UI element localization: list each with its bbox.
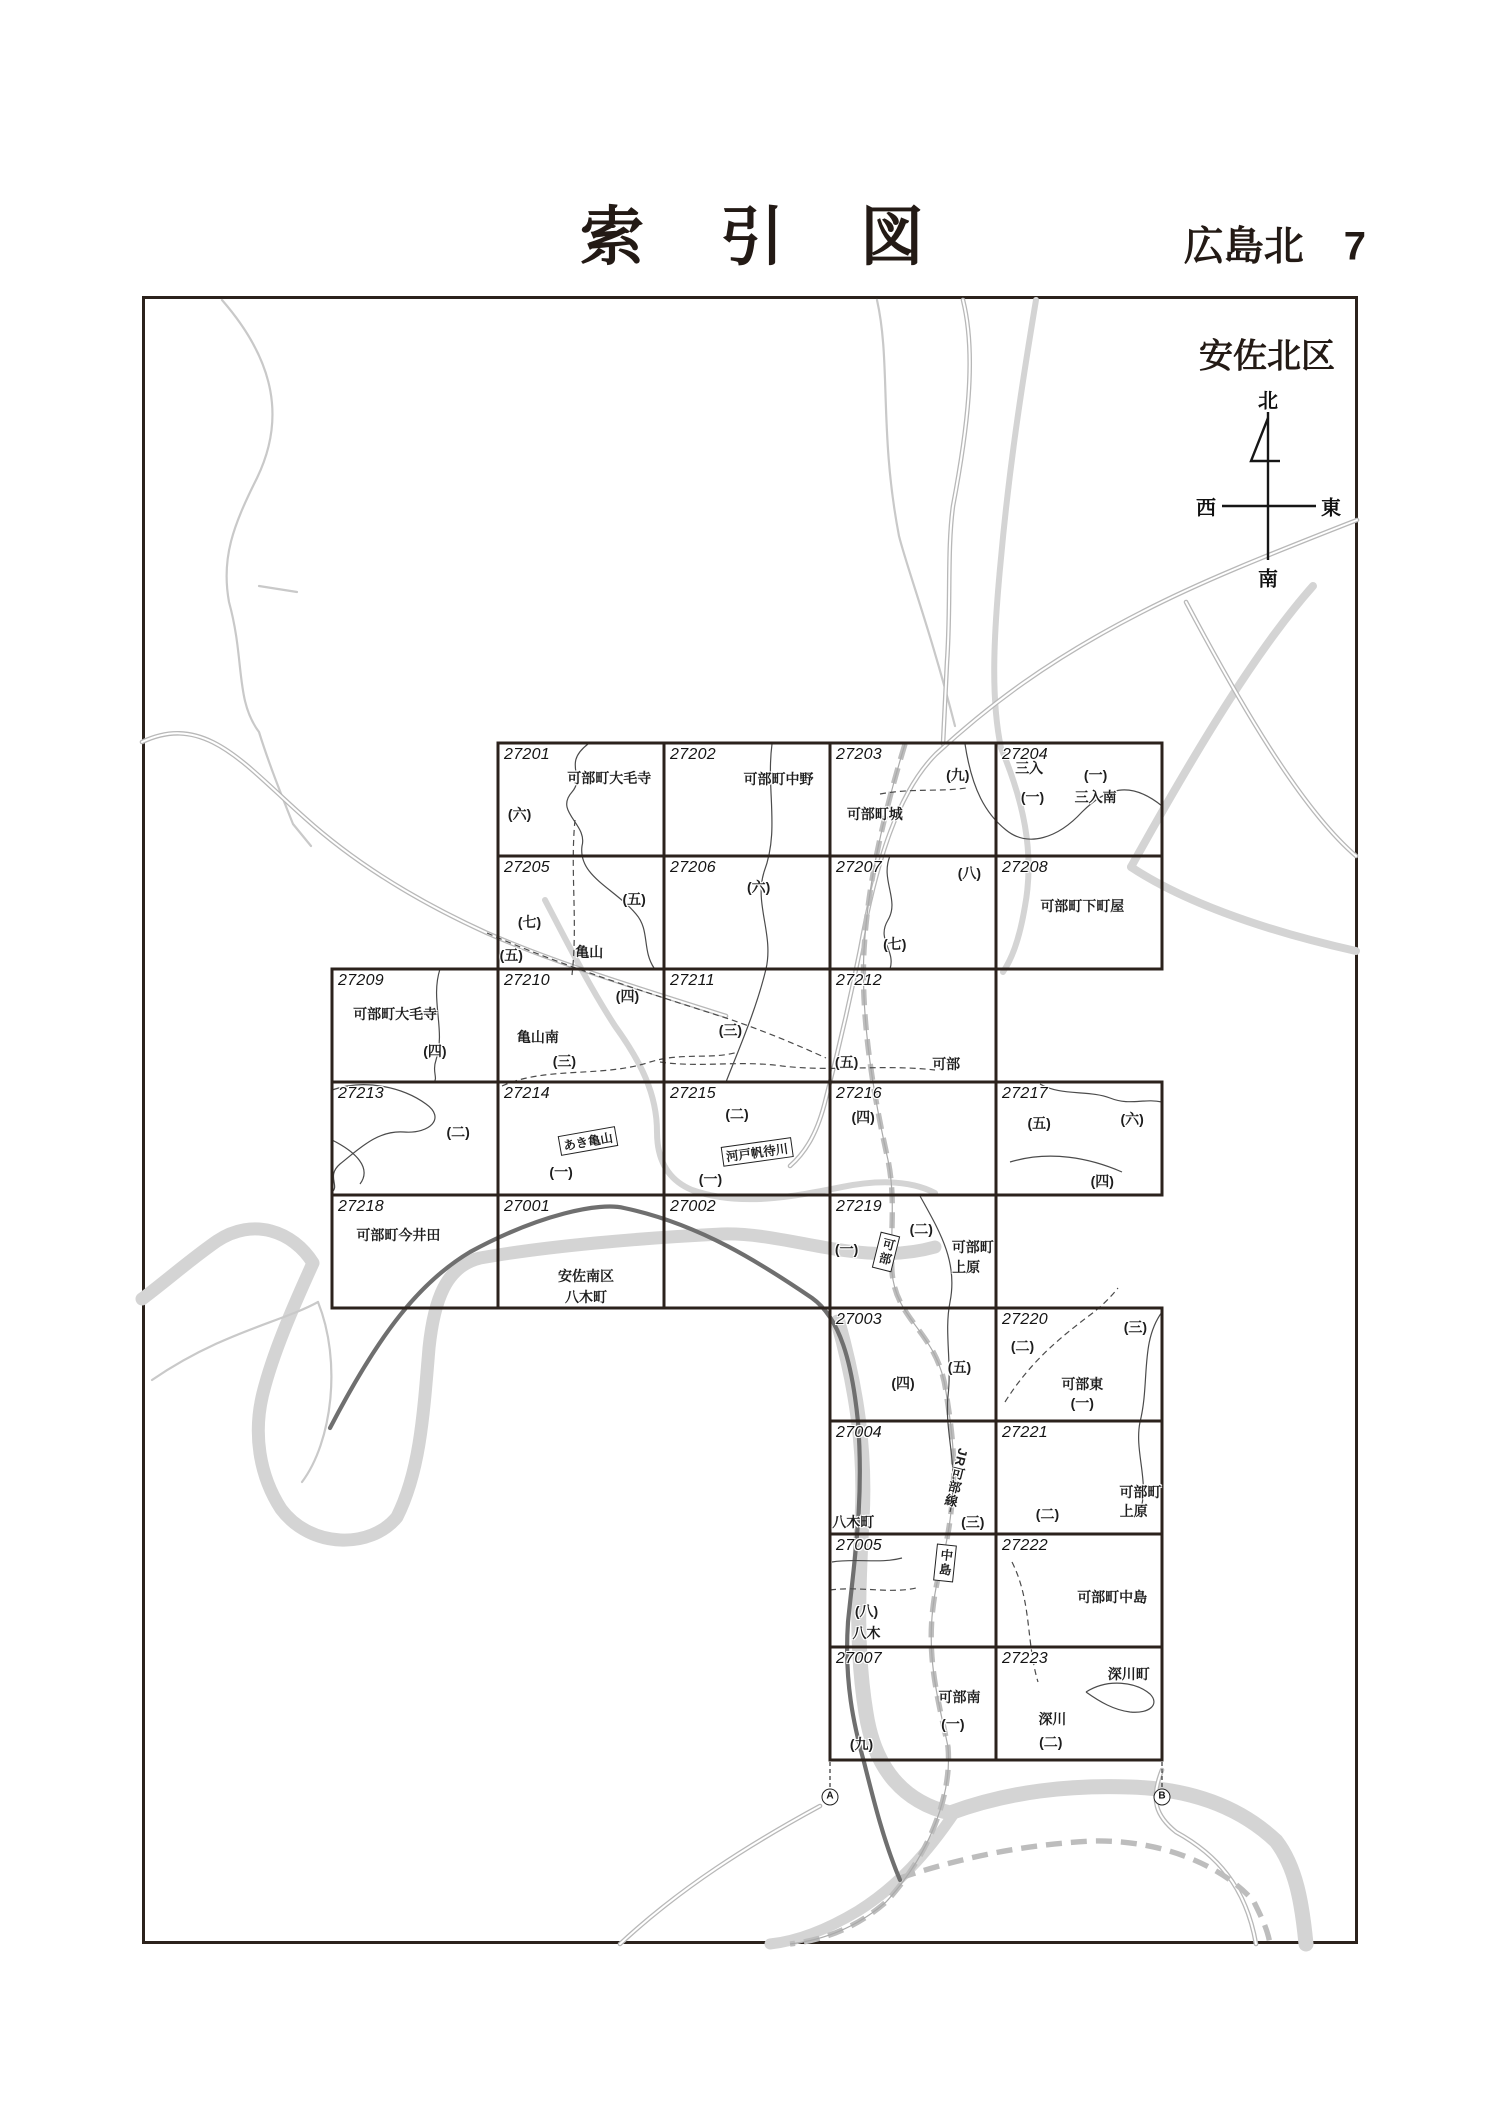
map-cell-27207[interactable] <box>830 856 996 969</box>
map-cell-27001[interactable] <box>498 1195 664 1308</box>
cell-number: 27204 <box>1002 746 1048 763</box>
cell-label: 可部町中島 <box>1077 1589 1148 1606</box>
cell-number: 27002 <box>670 1198 716 1215</box>
cell-label: (四) <box>851 1109 875 1126</box>
cell-number: 27003 <box>836 1311 882 1328</box>
cell-number: 27211 <box>670 972 715 989</box>
cell-label: (五) <box>947 1358 972 1375</box>
cell-label: 可部町下町屋 <box>1040 897 1125 914</box>
cell-label: (六) <box>507 806 532 823</box>
map-cell-27205[interactable] <box>498 856 664 969</box>
cell-label: (九) <box>849 1736 874 1753</box>
cell-number: 27217 <box>1002 1085 1048 1102</box>
map-cell-27221[interactable] <box>996 1421 1162 1534</box>
map-cell-27222[interactable] <box>996 1534 1162 1647</box>
cell-label: 八木町 <box>564 1288 607 1305</box>
map-cell-27212[interactable] <box>830 969 996 1082</box>
map-cell-27215[interactable] <box>664 1082 830 1195</box>
cell-label: 上原 <box>952 1259 981 1276</box>
cell-label: (三) <box>718 1022 743 1039</box>
map-cell-27217[interactable] <box>996 1082 1162 1195</box>
cell-label: 安佐南区 <box>557 1268 614 1285</box>
cell-number: 27219 <box>836 1198 882 1215</box>
map-cell-27213[interactable] <box>332 1082 498 1195</box>
map-cell-27203[interactable] <box>830 743 996 856</box>
map-cell-27003[interactable] <box>830 1308 996 1421</box>
map-cell-27211[interactable] <box>664 969 830 1082</box>
map-cell-27005[interactable] <box>830 1534 996 1647</box>
cell-label: (四) <box>423 1043 447 1060</box>
station-label: 河戸帆待川 <box>721 1137 794 1167</box>
cell-number: 27001 <box>504 1198 550 1215</box>
station-label: JR可部線 <box>941 1446 971 1509</box>
cell-label: (七) <box>517 913 542 930</box>
page-title: 索 引 図 <box>580 201 930 273</box>
cell-label: 深川町 <box>1107 1666 1150 1683</box>
map-cell-27206[interactable] <box>664 856 830 969</box>
compass-north-label: 北 <box>1258 390 1278 413</box>
cell-label: (八) <box>854 1602 879 1619</box>
cell-label: 深川 <box>1038 1711 1067 1728</box>
edge-marker-a: A <box>822 1789 839 1806</box>
cell-number: 27212 <box>836 972 882 989</box>
map-cell-27210[interactable] <box>498 969 664 1082</box>
cell-label: (二) <box>1039 1733 1063 1750</box>
cell-number: 27207 <box>836 859 882 876</box>
cell-number: 27213 <box>338 1085 384 1102</box>
map-cell-27202[interactable] <box>664 743 830 856</box>
cell-label: 可部町大毛寺 <box>353 1006 438 1023</box>
cell-label: 亀山 <box>575 944 604 961</box>
cell-label: 可部町中野 <box>743 771 814 788</box>
cell-number: 27201 <box>504 746 550 763</box>
sheet-title: 広島北 7 <box>1183 224 1366 269</box>
map-cell-27007[interactable] <box>830 1647 996 1760</box>
map-cell-27219[interactable] <box>830 1195 996 1308</box>
cell-number: 27220 <box>1002 1311 1048 1328</box>
cell-number: 27005 <box>836 1537 882 1554</box>
map-cell-27004[interactable] <box>830 1421 996 1534</box>
cell-label: (九) <box>946 766 970 783</box>
cell-label: (一) <box>941 1715 965 1732</box>
cell-number: 27215 <box>670 1085 716 1102</box>
cell-number: 27221 <box>1002 1424 1048 1441</box>
cell-label: (八) <box>957 864 982 881</box>
cell-label: (四) <box>1090 1173 1114 1190</box>
cell-label: (三) <box>1123 1319 1148 1336</box>
map-cell-27218[interactable] <box>332 1195 498 1308</box>
station-label: あき亀山 <box>557 1126 618 1156</box>
compass-icon <box>1222 412 1316 560</box>
cell-label: 可部東 <box>1061 1375 1104 1392</box>
cell-label: (五) <box>1027 1114 1051 1131</box>
map-cell-27208[interactable] <box>996 856 1162 969</box>
cell-label: (二) <box>1010 1338 1035 1355</box>
cell-number: 27208 <box>1002 859 1048 876</box>
compass-south-label: 南 <box>1258 568 1278 591</box>
cell-number: 27205 <box>504 859 550 876</box>
edge-marker-b: B <box>1154 1789 1171 1806</box>
map-cell-27220[interactable] <box>996 1308 1162 1421</box>
cell-label: (一) <box>698 1171 723 1188</box>
compass-west-label: 西 <box>1196 497 1216 520</box>
station-label: 可部 <box>872 1231 900 1272</box>
station-label: 中島 <box>933 1544 957 1583</box>
cell-label: (二) <box>725 1105 749 1122</box>
cell-number: 27004 <box>836 1424 882 1441</box>
map-cell-27002[interactable] <box>664 1195 830 1308</box>
cell-label: (五) <box>499 947 523 964</box>
map-cell-27214[interactable] <box>498 1082 664 1195</box>
cell-label: (五) <box>834 1053 859 1070</box>
map-cell-27216[interactable] <box>830 1082 996 1195</box>
cell-label: (四) <box>891 1374 915 1391</box>
cell-label: 可部町城 <box>846 806 903 823</box>
cell-label: 三入南 <box>1074 789 1117 806</box>
cell-number: 27203 <box>836 746 882 763</box>
cell-label: (一) <box>549 1164 573 1181</box>
cell-label: 亀山南 <box>516 1028 559 1045</box>
map-cell-27201[interactable] <box>498 743 664 856</box>
cell-label: 可部町 <box>1119 1484 1162 1501</box>
cell-label: (四) <box>615 988 640 1005</box>
cell-label: (六) <box>1120 1111 1144 1128</box>
cell-label: (一) <box>1020 789 1045 806</box>
cell-label: (二) <box>1035 1505 1060 1522</box>
compass-east-label: 東 <box>1321 497 1341 520</box>
cell-label: (一) <box>1083 766 1108 783</box>
cell-number: 27209 <box>338 972 384 989</box>
cell-label: 可部南 <box>938 1688 981 1705</box>
map-cell-27204[interactable] <box>996 743 1162 856</box>
cell-label: 可部町今井田 <box>356 1226 441 1243</box>
cell-label: 可部町大毛寺 <box>567 770 652 787</box>
cell-label: (三) <box>552 1052 577 1069</box>
cell-number: 27202 <box>670 746 716 763</box>
map-cell-27209[interactable] <box>332 969 498 1082</box>
cell-label: 三入 <box>1015 759 1044 776</box>
cell-label: 八木町 <box>832 1513 875 1530</box>
cell-label: (二) <box>909 1220 933 1237</box>
cell-number: 27218 <box>338 1198 384 1215</box>
cell-label: (六) <box>746 878 771 895</box>
map-cell-27223[interactable] <box>996 1647 1162 1760</box>
cell-label: (七) <box>883 936 907 953</box>
cell-label: 上原 <box>1119 1503 1148 1520</box>
cell-number: 27210 <box>504 972 550 989</box>
cell-label: 八木 <box>852 1625 881 1642</box>
cell-label: (一) <box>834 1241 859 1258</box>
cell-label: (二) <box>446 1123 470 1140</box>
cell-number: 27222 <box>1002 1537 1048 1554</box>
cell-label: (五) <box>622 890 646 907</box>
ward-label: 安佐北区 <box>1199 337 1335 376</box>
cell-number: 27007 <box>836 1650 882 1667</box>
cell-number: 27214 <box>504 1085 550 1102</box>
cell-number: 27223 <box>1002 1650 1048 1667</box>
cell-label: (三) <box>961 1513 985 1530</box>
cell-number: 27206 <box>670 859 716 876</box>
cell-label: 可部 <box>932 1055 961 1072</box>
cell-number: 27216 <box>836 1085 882 1102</box>
cell-label: 可部町 <box>951 1238 994 1255</box>
cell-label: (一) <box>1070 1394 1094 1411</box>
